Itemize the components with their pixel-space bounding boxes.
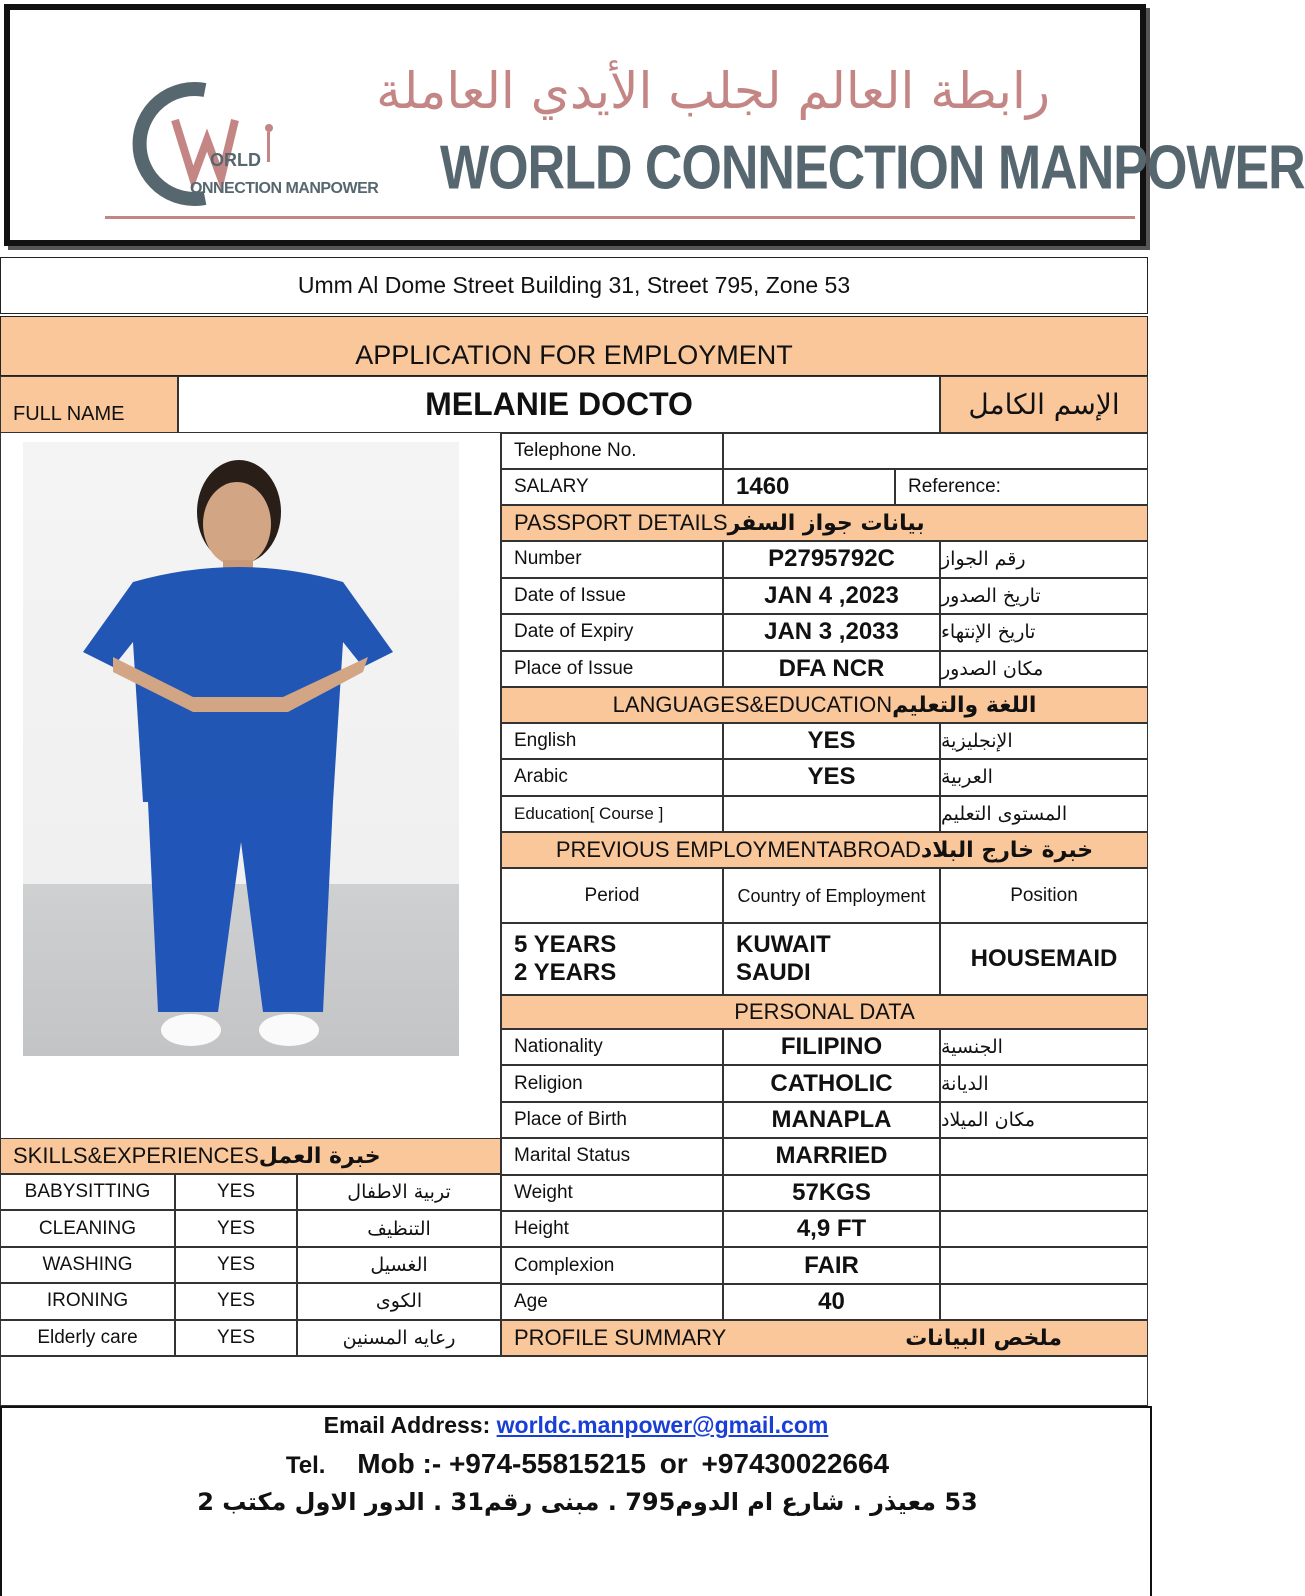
salary-value: 1460 [736, 473, 790, 500]
left-column-border [0, 433, 501, 1138]
skill-value [175, 1283, 297, 1319]
col-position: Position [1010, 884, 1078, 906]
email-link[interactable]: worldc.manpower@gmail.com [496, 1412, 829, 1438]
languages-row-arabic-text: العربية [941, 766, 993, 789]
reference-label: Reference: [908, 476, 1001, 497]
personal-row-label [501, 1065, 723, 1101]
passport-row-arabic-text: رقم الجواز [941, 548, 1026, 571]
personal-row-value-text: MARRIED [775, 1142, 888, 1170]
passport-row-arabic-text: تاريخ الصدور [941, 584, 1041, 607]
profile-summary-header [501, 1320, 1148, 1356]
full-name-value-cell [178, 376, 940, 433]
col-period: Period [584, 884, 640, 906]
languages-row-value-text: YES [807, 763, 856, 791]
col-position-cell [940, 868, 1148, 923]
full-name-arabic: الإسم الكامل [968, 388, 1120, 421]
passport-row-label-text: Date of Issue [514, 584, 626, 606]
passport-row-value [723, 578, 940, 615]
header-divider [105, 216, 1135, 219]
languages-row-label-text: Education[ Course ] [514, 803, 664, 823]
skills-header [0, 1138, 501, 1174]
period-1: 5 YEARS [514, 931, 617, 958]
languages-row-label [501, 723, 723, 759]
passport-row-label [501, 614, 723, 651]
mobile-1: Mob :- +974-55815215 [357, 1448, 646, 1479]
personal-row-label-text: Marital Status [514, 1145, 631, 1167]
col-country: Country of Employment [737, 885, 926, 906]
personal-row-arabic [940, 1247, 1148, 1283]
personal-row-value-text: FAIR [804, 1251, 859, 1279]
personal-row-arabic-text: الديانة [941, 1072, 989, 1095]
personal-row-value-text: MANAPLA [771, 1105, 892, 1133]
skill-value [175, 1210, 297, 1246]
personal-row-label [501, 1211, 723, 1247]
personal-row-value [723, 1029, 940, 1065]
header-box [4, 4, 1305, 246]
personal-row-value [723, 1065, 940, 1101]
personal-row-label [501, 1102, 723, 1138]
personal-row-arabic [940, 1029, 1148, 1065]
passport-row-arabic [940, 578, 1148, 615]
passport-row-label-text: Date of Expiry [514, 621, 634, 643]
personal-row-value-text: CATHOLIC [770, 1069, 893, 1097]
email-label: Email Address: [323, 1412, 491, 1438]
personal-row-arabic-text: الجنسية [941, 1036, 1003, 1059]
personal-row-label-text: Weight [514, 1181, 573, 1203]
personal-row-label [501, 1138, 723, 1174]
skill-value [175, 1247, 297, 1283]
personal-header [501, 995, 1148, 1029]
passport-row-arabic-text: تاريخ الإنتهاء [941, 621, 1036, 644]
or-text: or [659, 1448, 688, 1479]
personal-row-value-text: 4,9 FT [796, 1215, 867, 1243]
skill-label [0, 1283, 175, 1319]
skill-arabic [297, 1247, 501, 1283]
skill-label [0, 1174, 175, 1210]
header-english-title: WORLD CONNECTION MANPOWER [440, 133, 1305, 203]
passport-row-value [723, 541, 940, 578]
personal-row-label [501, 1247, 723, 1283]
position-value: HOUSEMAID [970, 945, 1118, 972]
personal-row-arabic [940, 1065, 1148, 1101]
passport-row-arabic [940, 614, 1148, 651]
passport-row-value [723, 614, 940, 651]
personal-row-arabic-text: مكان الميلاد [941, 1108, 1036, 1131]
passport-row-label [501, 578, 723, 615]
personal-row-value [723, 1211, 940, 1247]
skill-arabic-text: الغسيل [370, 1253, 428, 1276]
skill-label-text: CLEANING [38, 1217, 137, 1239]
footer-email-line [0, 1412, 1152, 1439]
passport-header-en: PASSPORT DETAILS [514, 510, 728, 535]
languages-row-value [723, 723, 940, 759]
skill-label [0, 1210, 175, 1246]
languages-row-arabic [940, 759, 1148, 795]
languages-row-arabic [940, 796, 1148, 832]
skill-label-text: WASHING [42, 1253, 133, 1275]
passport-row-arabic [940, 541, 1148, 578]
profile-summary-ar: ملخص البيانات [905, 1325, 1062, 1351]
skills-header-ar: خبرة العمل [258, 1143, 381, 1169]
passport-header [501, 505, 1148, 541]
languages-header [501, 687, 1148, 723]
reference-cell [895, 469, 1148, 505]
period-cell [501, 923, 723, 995]
salary-label-cell [501, 469, 723, 505]
salary-value-cell [723, 469, 895, 505]
personal-row-label-text: Complexion [514, 1254, 615, 1276]
personal-row-value-text: 40 [818, 1287, 845, 1315]
footer-arabic-address: 53 معيذر . شارع ام الدوم795 . مبنى رقم31 . الدور الاول مكتب 2 [197, 1488, 978, 1516]
skill-value-text: YES [216, 1290, 256, 1312]
skill-label [0, 1320, 175, 1356]
skill-value-text: YES [216, 1253, 256, 1275]
personal-row-value [723, 1247, 940, 1283]
employment-header-en: PREVIOUS EMPLOYMENTABROAD [555, 837, 921, 862]
languages-row-label-text: Arabic [514, 766, 568, 788]
full-name-value: MELANIE DOCTO [425, 386, 693, 422]
telephone-label-cell [501, 433, 723, 469]
personal-row-label-text: Place of Birth [514, 1108, 627, 1130]
application-title: APPLICATION FOR EMPLOYMENT [355, 340, 793, 370]
passport-row-label [501, 541, 723, 578]
languages-row-arabic-text: الإنجليزية [941, 730, 1013, 753]
passport-row-value [723, 651, 940, 688]
personal-header-text: PERSONAL DATA [734, 999, 915, 1024]
languages-row-label [501, 796, 723, 832]
application-title-bar [0, 316, 1148, 376]
address-text: Umm Al Dome Street Building 31, Street 795, Zone 53 [297, 272, 851, 298]
country-2: SAUDI [736, 959, 811, 986]
languages-row-value [723, 759, 940, 795]
languages-row-value-text: YES [807, 727, 856, 755]
skill-label-text: IRONING [46, 1290, 129, 1312]
country-cell [723, 923, 940, 995]
personal-row-label-text: Nationality [514, 1036, 603, 1058]
salary-label: SALARY [514, 476, 589, 497]
passport-header-ar: بيانات جواز السفر [727, 510, 925, 536]
header-arabic-title: رابطة العالم لجلب الأيدي العاملة [376, 62, 1050, 120]
passport-row-label-text: Number [514, 548, 582, 570]
passport-row-value-text: P2795792C [768, 545, 895, 573]
personal-row-label-text: Height [514, 1218, 569, 1240]
personal-row-value [723, 1138, 940, 1174]
passport-row-label [501, 651, 723, 688]
logo-small-text-1: ORLD [210, 150, 261, 170]
passport-row-value-text: DFA NCR [778, 654, 885, 682]
personal-row-label-text: Age [514, 1290, 548, 1312]
skill-value [175, 1320, 297, 1356]
personal-row-arabic [940, 1211, 1148, 1247]
personal-row-arabic [940, 1175, 1148, 1211]
personal-row-value [723, 1175, 940, 1211]
skill-arabic-text: التنظيف [367, 1217, 431, 1240]
personal-row-value [723, 1284, 940, 1320]
col-period-cell [501, 868, 723, 923]
employment-header-ar: خبرة خارج البلاد [920, 837, 1094, 863]
languages-row-label [501, 759, 723, 795]
personal-row-value-text: 57KGS [792, 1178, 871, 1206]
languages-row-value [723, 796, 940, 832]
skill-value-text: YES [216, 1181, 256, 1203]
skills-header-en: SKILLS&EXPERIENCES [13, 1143, 259, 1168]
skill-label-text: BABYSITTING [24, 1181, 151, 1203]
languages-row-arabic [940, 723, 1148, 759]
full-name-arabic-cell [940, 376, 1148, 433]
skill-value-text: YES [216, 1326, 256, 1348]
languages-row-arabic-text: المستوى التعليم [941, 802, 1068, 825]
passport-row-value-text: JAN 4 ,2023 [764, 581, 899, 609]
skill-arabic [297, 1174, 501, 1210]
languages-header-ar: اللغة والتعليم [892, 692, 1037, 718]
logo-small-text-2: ONNECTION MANPOWER [190, 180, 379, 197]
personal-row-arabic [940, 1138, 1148, 1174]
personal-row-value-text: FILIPINO [780, 1033, 883, 1061]
skill-label [0, 1247, 175, 1283]
employment-header [501, 832, 1148, 868]
personal-row-arabic [940, 1102, 1148, 1138]
address-bar [0, 257, 1148, 314]
skill-label-text: Elderly care [37, 1326, 138, 1348]
passport-row-arabic [940, 651, 1148, 688]
skill-arabic-text: الكوى [375, 1290, 423, 1313]
skill-arabic [297, 1283, 501, 1319]
telephone-value-cell [723, 433, 1148, 469]
languages-row-label-text: English [514, 730, 577, 752]
telephone-label: Telephone No. [514, 440, 637, 461]
mobile-2: +97430022664 [701, 1448, 890, 1479]
personal-row-label [501, 1175, 723, 1211]
skill-arabic-text: تربية الاطفال [347, 1181, 451, 1204]
profile-summary-en: PROFILE SUMMARY [514, 1325, 727, 1350]
personal-row-label [501, 1284, 723, 1320]
languages-header-en: LANGUAGES&EDUCATION [612, 692, 893, 717]
skill-value [175, 1174, 297, 1210]
passport-row-value-text: JAN 3 ,2033 [764, 618, 899, 646]
passport-row-arabic-text: مكان الصدور [941, 657, 1044, 680]
position-cell [940, 923, 1148, 995]
period-2: 2 YEARS [514, 959, 617, 986]
skill-value-text: YES [216, 1217, 256, 1239]
col-country-cell [723, 868, 940, 923]
skill-arabic-text: رعايه المسنين [342, 1326, 456, 1349]
country-1: KUWAIT [736, 931, 831, 958]
personal-row-arabic [940, 1284, 1148, 1320]
tel-prefix: Tel. [285, 1452, 326, 1479]
passport-row-label-text: Place of Issue [514, 657, 634, 679]
skill-arabic [297, 1320, 501, 1356]
personal-row-label [501, 1029, 723, 1065]
footer-phone-line [0, 1448, 1175, 1480]
personal-row-value [723, 1102, 940, 1138]
full-name-label-cell [0, 376, 178, 433]
personal-row-label-text: Religion [514, 1072, 583, 1094]
skill-arabic [297, 1210, 501, 1246]
full-name-label: FULL NAME [13, 403, 125, 425]
blank-row [0, 1356, 1148, 1406]
